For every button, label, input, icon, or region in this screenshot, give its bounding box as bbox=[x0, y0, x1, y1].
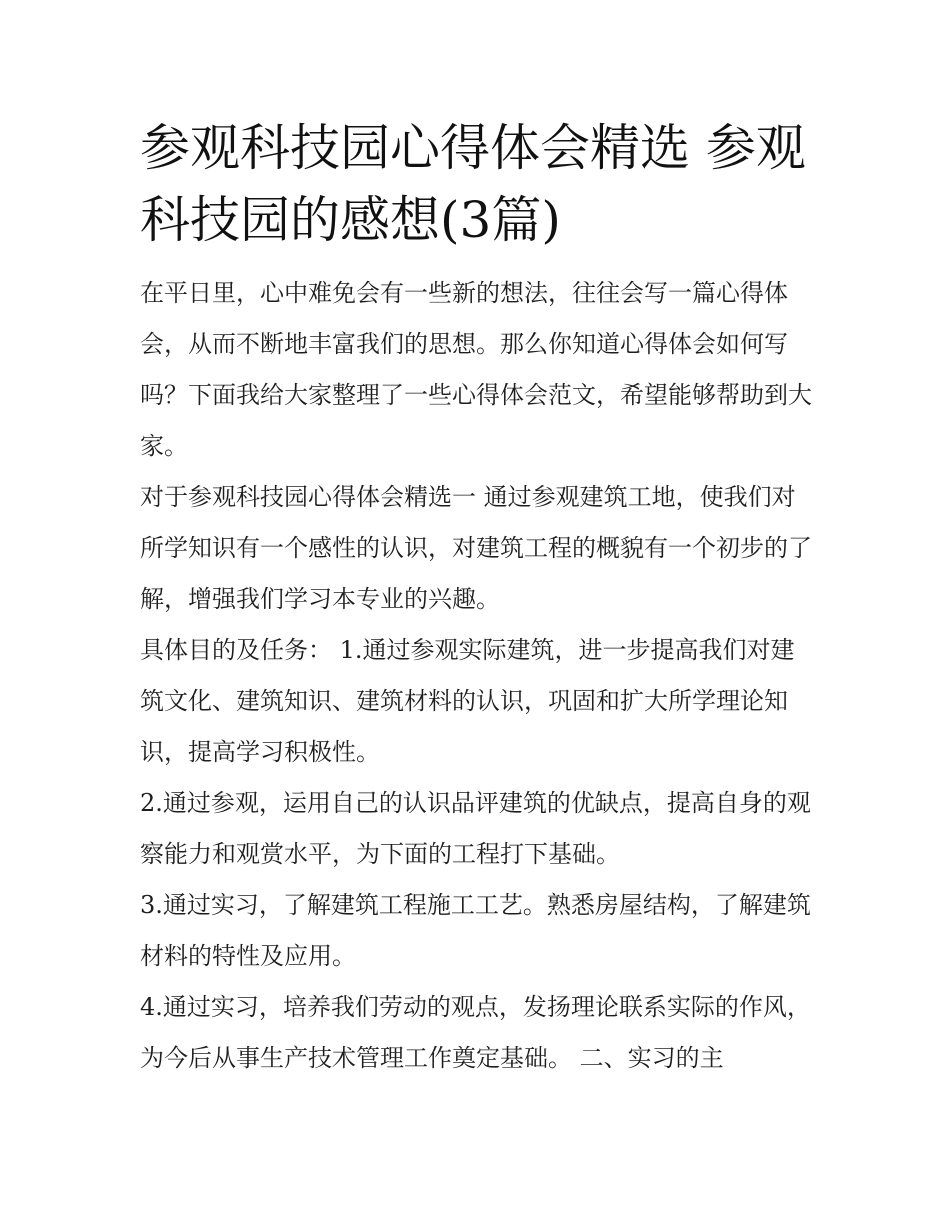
paragraph-task-3: 3.通过实习，了解建筑工程施工工艺。熟悉房屋结构，了解建筑材料的特性及应用。 bbox=[140, 891, 811, 970]
paragraph-intro: 在平日里，心中难免会有一些新的想法，往往会写一篇心得体会，从而不断地丰富我们的思想。那么你知道心得体会如何写吗？下面我给大家整理了一些心得体会范文，希望能够帮助到大家。 bbox=[140, 279, 812, 460]
document-body bbox=[140, 268, 815, 1084]
document-content bbox=[140, 112, 815, 1084]
paragraph-purpose: 对于参观科技园心得体会精选一 通过参观建筑工地，使我们对所学知识有一个感性的认识，对建筑工程的概貌有一个初步的了解，增强我们学习本专业的兴趣。 bbox=[140, 483, 812, 613]
paragraph-task-4: 4.通过实习，培养我们劳动的观点，发扬理论联系实际的作风，为今后从事生产技术管理工作奠定基础。 二、实习的主 bbox=[140, 993, 811, 1072]
paragraph-task-1: 具体目的及任务： 1.通过参观实际建筑，进一步提高我们对建筑文化、建筑知识、建筑材料的认识，巩固和扩大所学理论知识，提高学习积极性。 bbox=[140, 636, 795, 766]
paragraph-task-2: 2.通过参观，运用自己的认识品评建筑的优缺点，提高自身的观察能力和观赏水平，为下面的工程打下基础。 bbox=[140, 789, 811, 868]
document-title-text: 参观科技园心得体会精选 参观科技园的感想(3篇) bbox=[140, 119, 806, 249]
document-title bbox=[140, 112, 815, 256]
